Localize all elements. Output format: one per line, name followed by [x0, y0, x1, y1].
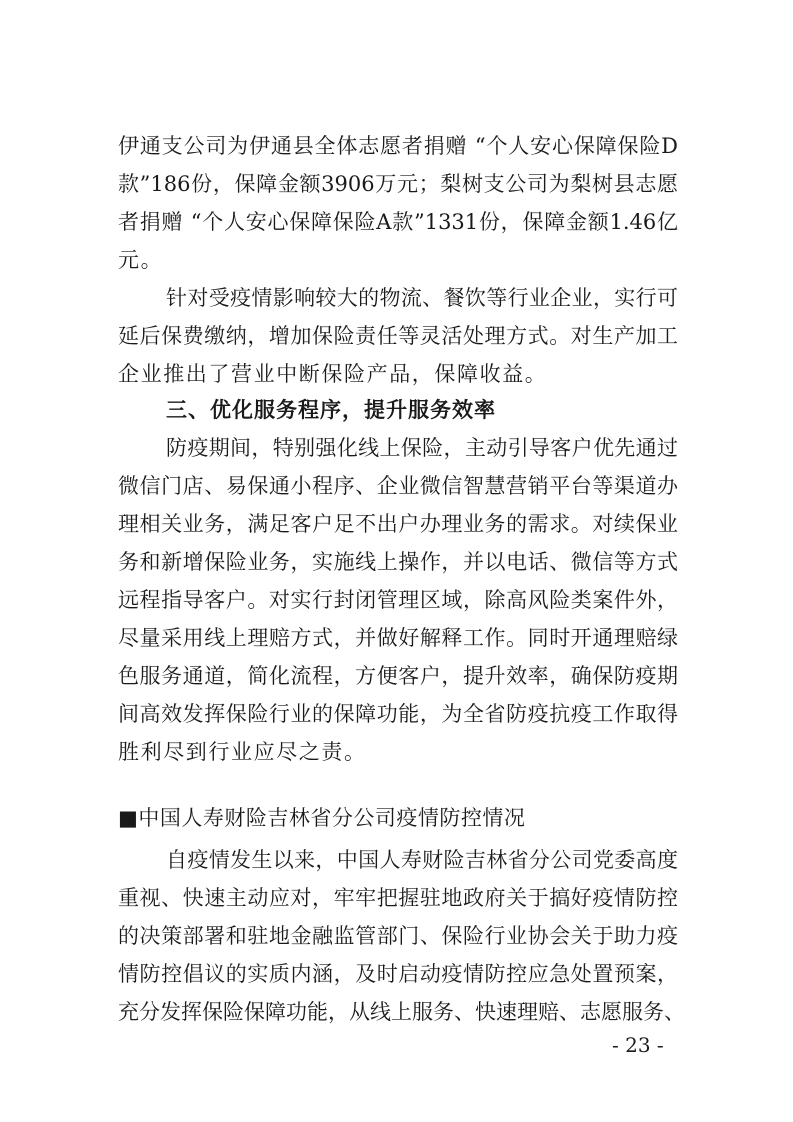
paragraph-line: 充分发挥保险保障功能，从线上服务、快速理赔、志愿服务、 — [118, 1000, 685, 1024]
paragraph-line: 的决策部署和驻地金融监管部门、保险行业协会关于助力疫 — [118, 924, 678, 948]
paragraph-line: 务和新增保险业务，实施线上操作，并以电话、微信等方式 — [118, 550, 678, 574]
paragraph-line: 间高效发挥保险行业的保障功能，为全省防疫抗疫工作取得 — [118, 702, 678, 726]
paragraph-line: 理相关业务，满足客户足不出户办理业务的需求。对续保业 — [118, 512, 678, 536]
paragraph-line: 胜利尽到行业应尽之责。 — [118, 740, 367, 764]
paragraph-line: 尽量采用线上理赔方式，并做好解释工作。同时开通理赔绿 — [118, 626, 678, 650]
paragraph-line: 者捐赠 “个人安心保障保险A款”1331份，保障金额1.46亿 — [118, 210, 678, 234]
paragraph-line: 款”186份，保障金额3906万元；梨树支公司为梨树县志愿 — [118, 172, 678, 196]
paragraph-line: 防疫期间，特别强化线上保险，主动引导客户优先通过 — [166, 436, 678, 460]
paragraph-line: 针对受疫情影响较大的物流、餐饮等行业企业，实行可 — [166, 286, 678, 310]
section-heading: 三、优化服务程序，提升服务效率 — [166, 398, 496, 422]
paragraph-line: 远程指导客户。对实行封闭管理区域，除高风险类案件外， — [118, 588, 678, 612]
page-number: - 23 - — [612, 1033, 664, 1057]
paragraph-line: 自疫情发生以来，中国人寿财险吉林省分公司党委高度 — [166, 848, 678, 872]
paragraph-line: 伊通支公司为伊通县全体志愿者捐赠 “个人安心保障保险D — [118, 134, 678, 158]
paragraph-line: 企业推出了营业中断保险产品，保障收益。 — [118, 362, 548, 386]
paragraph-line: 重视、快速主动应对，牢牢把握驻地政府关于搞好疫情防控 — [118, 886, 678, 910]
paragraph-line: 色服务通道，简化流程，方便客户，提升效率，确保防疫期 — [118, 664, 678, 688]
paragraph-line: 情防控倡议的实质内涵，及时启动疫情防控应急处置预案， — [118, 962, 678, 986]
paragraph-line: 延后保费缴纳，增加保险责任等灵活处理方式。对生产加工 — [118, 324, 678, 348]
section-title: ■中国人寿财险吉林省分公司疫情防控情况 — [118, 806, 526, 830]
paragraph-line: 元。 — [118, 248, 164, 272]
paragraph-line: 微信门店、易保通小程序、企业微信智慧营销平台等渠道办 — [118, 474, 678, 498]
